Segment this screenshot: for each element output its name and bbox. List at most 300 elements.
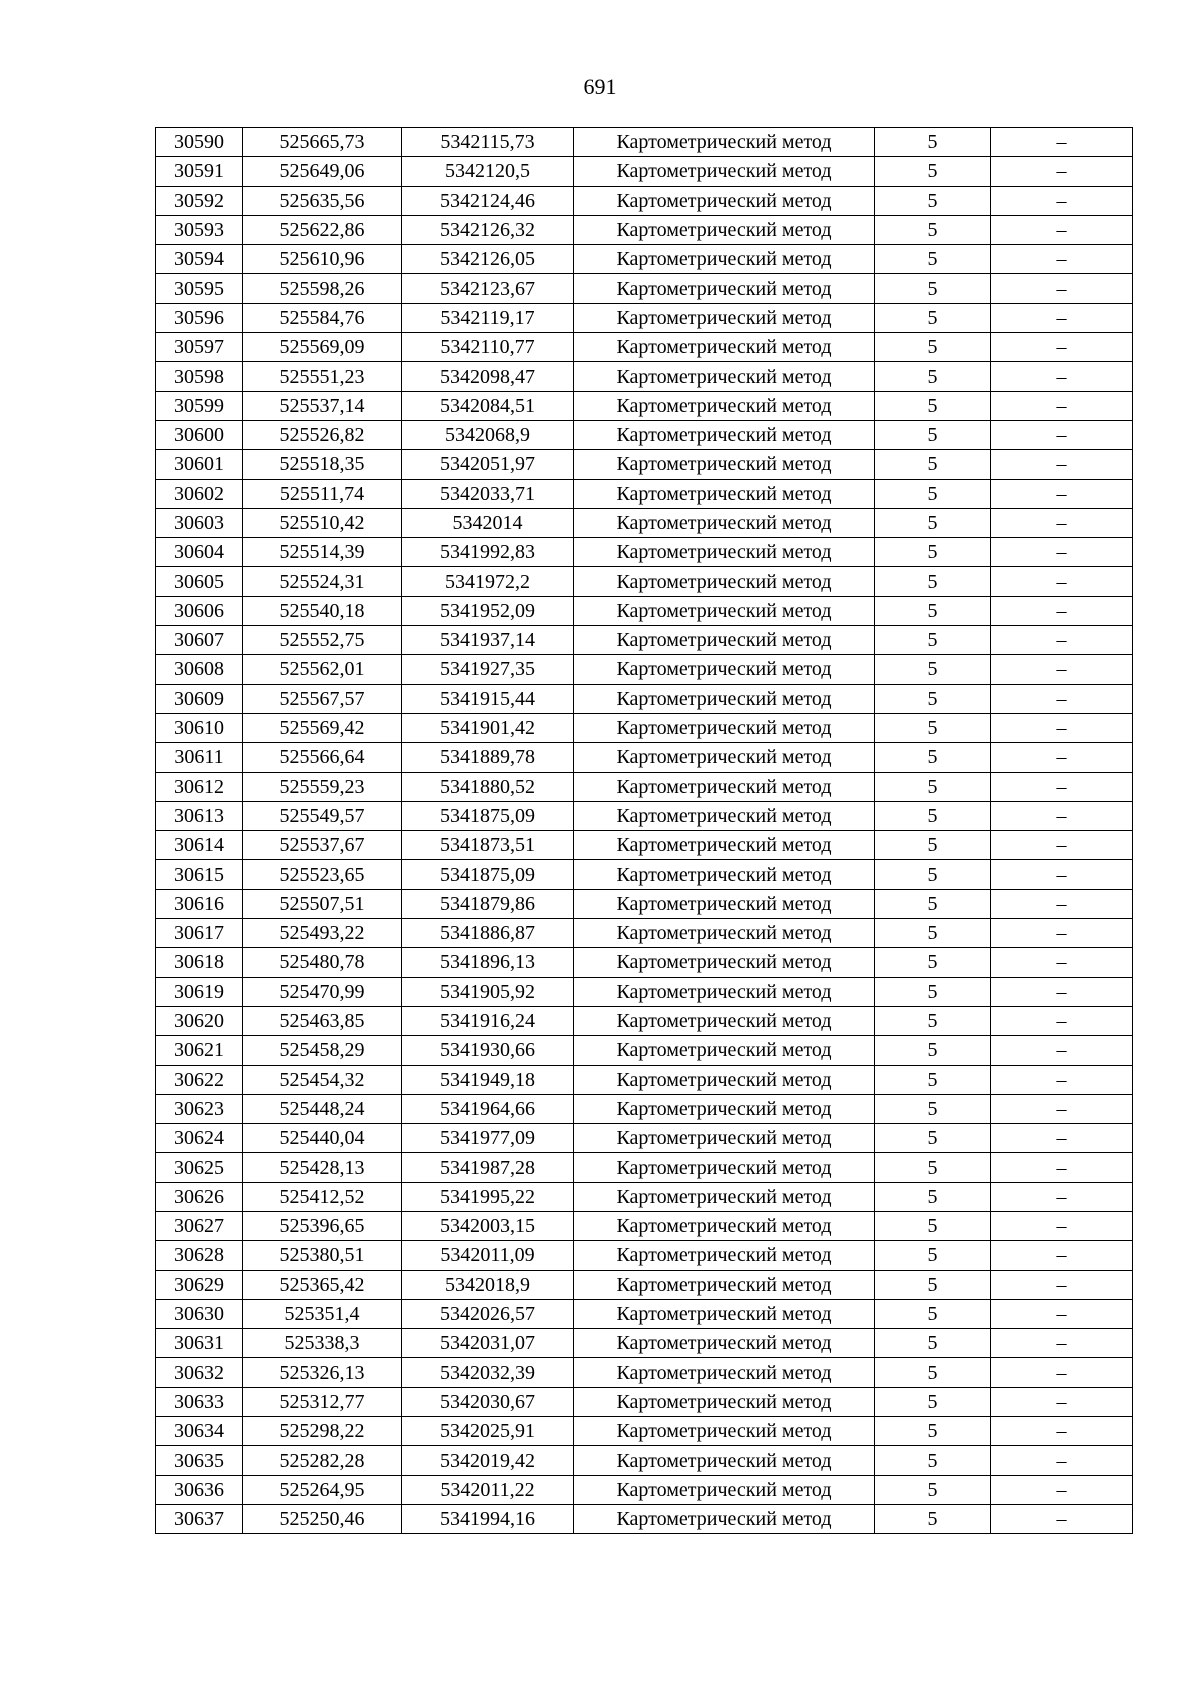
- note-cell: –: [991, 1358, 1133, 1387]
- method-cell: Картометрический метод: [574, 1241, 875, 1270]
- x-coordinate-cell: 525569,09: [243, 333, 402, 362]
- note-cell: –: [991, 655, 1133, 684]
- y-coordinate-cell: 5341886,87: [402, 919, 574, 948]
- table-row: [156, 801, 1133, 830]
- x-coordinate-cell: 525412,52: [243, 1182, 402, 1211]
- x-coordinate-cell: 525365,42: [243, 1270, 402, 1299]
- point-number-cell: 30618: [156, 948, 243, 977]
- point-number-cell: 30614: [156, 831, 243, 860]
- page-number: 691: [583, 74, 617, 99]
- method-cell: Картометрический метод: [574, 1006, 875, 1035]
- y-coordinate-cell: 5341937,14: [402, 626, 574, 655]
- accuracy-cell: 5: [875, 479, 991, 508]
- point-number-cell: 30628: [156, 1241, 243, 1270]
- accuracy-cell: 5: [875, 186, 991, 215]
- note-cell: –: [991, 567, 1133, 596]
- table-row: [156, 889, 1133, 918]
- method-cell: Картометрический метод: [574, 1182, 875, 1211]
- accuracy-cell: 5: [875, 889, 991, 918]
- point-number-cell: 30637: [156, 1504, 243, 1533]
- method-cell: Картометрический метод: [574, 860, 875, 889]
- x-coordinate-cell: 525338,3: [243, 1329, 402, 1358]
- accuracy-cell: 5: [875, 1124, 991, 1153]
- table-row: [156, 713, 1133, 742]
- accuracy-cell: 5: [875, 860, 991, 889]
- method-cell: Картометрический метод: [574, 1475, 875, 1504]
- note-cell: –: [991, 186, 1133, 215]
- x-coordinate-cell: 525250,46: [243, 1504, 402, 1533]
- method-cell: Картометрический метод: [574, 128, 875, 157]
- accuracy-cell: 5: [875, 1329, 991, 1358]
- x-coordinate-cell: 525511,74: [243, 479, 402, 508]
- x-coordinate-cell: 525428,13: [243, 1153, 402, 1182]
- x-coordinate-cell: 525559,23: [243, 772, 402, 801]
- y-coordinate-cell: 5342026,57: [402, 1299, 574, 1328]
- table-row: [156, 157, 1133, 186]
- table-row: [156, 479, 1133, 508]
- point-number-cell: 30591: [156, 157, 243, 186]
- method-cell: Картометрический метод: [574, 1387, 875, 1416]
- method-cell: Картометрический метод: [574, 1358, 875, 1387]
- y-coordinate-cell: 5341896,13: [402, 948, 574, 977]
- accuracy-cell: 5: [875, 626, 991, 655]
- table-row: [156, 1387, 1133, 1416]
- method-cell: Картометрический метод: [574, 391, 875, 420]
- accuracy-cell: 5: [875, 1006, 991, 1035]
- table-row: [156, 508, 1133, 537]
- method-cell: Картометрический метод: [574, 596, 875, 625]
- accuracy-cell: 5: [875, 303, 991, 332]
- accuracy-cell: 5: [875, 333, 991, 362]
- accuracy-cell: 5: [875, 450, 991, 479]
- y-coordinate-cell: 5341927,35: [402, 655, 574, 684]
- method-cell: Картометрический метод: [574, 1153, 875, 1182]
- x-coordinate-cell: 525665,73: [243, 128, 402, 157]
- method-cell: Картометрический метод: [574, 1124, 875, 1153]
- point-number-cell: 30595: [156, 274, 243, 303]
- point-number-cell: 30617: [156, 919, 243, 948]
- accuracy-cell: 5: [875, 919, 991, 948]
- x-coordinate-cell: 525458,29: [243, 1036, 402, 1065]
- accuracy-cell: 5: [875, 1299, 991, 1328]
- x-coordinate-cell: 525649,06: [243, 157, 402, 186]
- y-coordinate-cell: 5342011,09: [402, 1241, 574, 1270]
- x-coordinate-cell: 525454,32: [243, 1065, 402, 1094]
- table-row: [156, 1094, 1133, 1123]
- y-coordinate-cell: 5341916,24: [402, 1006, 574, 1035]
- note-cell: –: [991, 128, 1133, 157]
- point-number-cell: 30596: [156, 303, 243, 332]
- note-cell: –: [991, 333, 1133, 362]
- accuracy-cell: 5: [875, 772, 991, 801]
- table-row: [156, 128, 1133, 157]
- x-coordinate-cell: 525567,57: [243, 684, 402, 713]
- method-cell: Картометрический метод: [574, 450, 875, 479]
- point-number-cell: 30633: [156, 1387, 243, 1416]
- accuracy-cell: 5: [875, 1153, 991, 1182]
- y-coordinate-cell: 5341905,92: [402, 977, 574, 1006]
- point-number-cell: 30615: [156, 860, 243, 889]
- x-coordinate-cell: 525551,23: [243, 362, 402, 391]
- accuracy-cell: 5: [875, 1065, 991, 1094]
- x-coordinate-cell: 525396,65: [243, 1211, 402, 1240]
- table-row: [156, 1299, 1133, 1328]
- method-cell: Картометрический метод: [574, 1036, 875, 1065]
- note-cell: –: [991, 391, 1133, 420]
- point-number-cell: 30606: [156, 596, 243, 625]
- point-number-cell: 30609: [156, 684, 243, 713]
- x-coordinate-cell: 525562,01: [243, 655, 402, 684]
- point-number-cell: 30597: [156, 333, 243, 362]
- point-number-cell: 30594: [156, 245, 243, 274]
- method-cell: Картометрический метод: [574, 919, 875, 948]
- note-cell: –: [991, 1446, 1133, 1475]
- note-cell: –: [991, 1006, 1133, 1035]
- method-cell: Картометрический метод: [574, 420, 875, 449]
- x-coordinate-cell: 525298,22: [243, 1417, 402, 1446]
- y-coordinate-cell: 5341994,16: [402, 1504, 574, 1533]
- y-coordinate-cell: 5341879,86: [402, 889, 574, 918]
- accuracy-cell: 5: [875, 1182, 991, 1211]
- accuracy-cell: 5: [875, 245, 991, 274]
- method-cell: Картометрический метод: [574, 1299, 875, 1328]
- point-number-cell: 30611: [156, 743, 243, 772]
- table-row: [156, 1446, 1133, 1475]
- method-cell: Картометрический метод: [574, 831, 875, 860]
- point-number-cell: 30612: [156, 772, 243, 801]
- table-row: [156, 1006, 1133, 1035]
- note-cell: –: [991, 596, 1133, 625]
- method-cell: Картометрический метод: [574, 655, 875, 684]
- point-number-cell: 30603: [156, 508, 243, 537]
- y-coordinate-cell: 5342123,67: [402, 274, 574, 303]
- method-cell: Картометрический метод: [574, 333, 875, 362]
- point-number-cell: 30631: [156, 1329, 243, 1358]
- table-row: [156, 1241, 1133, 1270]
- note-cell: –: [991, 215, 1133, 244]
- x-coordinate-cell: 525540,18: [243, 596, 402, 625]
- x-coordinate-cell: 525549,57: [243, 801, 402, 830]
- point-number-cell: 30619: [156, 977, 243, 1006]
- y-coordinate-cell: 5342033,71: [402, 479, 574, 508]
- y-coordinate-cell: 5341992,83: [402, 538, 574, 567]
- y-coordinate-cell: 5341889,78: [402, 743, 574, 772]
- point-number-cell: 30626: [156, 1182, 243, 1211]
- accuracy-cell: 5: [875, 743, 991, 772]
- accuracy-cell: 5: [875, 1504, 991, 1533]
- table-row: [156, 1153, 1133, 1182]
- y-coordinate-cell: 5341952,09: [402, 596, 574, 625]
- y-coordinate-cell: 5342003,15: [402, 1211, 574, 1240]
- y-coordinate-cell: 5342126,32: [402, 215, 574, 244]
- note-cell: –: [991, 1299, 1133, 1328]
- y-coordinate-cell: 5342084,51: [402, 391, 574, 420]
- method-cell: Картометрический метод: [574, 801, 875, 830]
- table-row: [156, 626, 1133, 655]
- x-coordinate-cell: 525598,26: [243, 274, 402, 303]
- accuracy-cell: 5: [875, 1358, 991, 1387]
- x-coordinate-cell: 525282,28: [243, 1446, 402, 1475]
- accuracy-cell: 5: [875, 215, 991, 244]
- table-row: [156, 1358, 1133, 1387]
- table-row: [156, 743, 1133, 772]
- note-cell: –: [991, 684, 1133, 713]
- accuracy-cell: 5: [875, 567, 991, 596]
- table-row: [156, 303, 1133, 332]
- x-coordinate-cell: 525524,31: [243, 567, 402, 596]
- table-row: [156, 420, 1133, 449]
- x-coordinate-cell: 525610,96: [243, 245, 402, 274]
- method-cell: Картометрический метод: [574, 362, 875, 391]
- y-coordinate-cell: 5342126,05: [402, 245, 574, 274]
- y-coordinate-cell: 5342014: [402, 508, 574, 537]
- y-coordinate-cell: 5342120,5: [402, 157, 574, 186]
- y-coordinate-cell: 5341972,2: [402, 567, 574, 596]
- point-number-cell: 30623: [156, 1094, 243, 1123]
- table-row: [156, 245, 1133, 274]
- method-cell: Картометрический метод: [574, 743, 875, 772]
- method-cell: Картометрический метод: [574, 1446, 875, 1475]
- table-row: [156, 362, 1133, 391]
- point-number-cell: 30629: [156, 1270, 243, 1299]
- y-coordinate-cell: 5342110,77: [402, 333, 574, 362]
- x-coordinate-cell: 525566,64: [243, 743, 402, 772]
- y-coordinate-cell: 5342124,46: [402, 186, 574, 215]
- accuracy-cell: 5: [875, 1417, 991, 1446]
- method-cell: Картометрический метод: [574, 479, 875, 508]
- method-cell: Картометрический метод: [574, 1211, 875, 1240]
- y-coordinate-cell: 5342030,67: [402, 1387, 574, 1416]
- x-coordinate-cell: 525351,4: [243, 1299, 402, 1328]
- point-number-cell: 30598: [156, 362, 243, 391]
- point-number-cell: 30608: [156, 655, 243, 684]
- accuracy-cell: 5: [875, 801, 991, 830]
- note-cell: –: [991, 801, 1133, 830]
- table-row: [156, 831, 1133, 860]
- method-cell: Картометрический метод: [574, 772, 875, 801]
- table-row: [156, 596, 1133, 625]
- note-cell: –: [991, 1417, 1133, 1446]
- table-row: [156, 450, 1133, 479]
- y-coordinate-cell: 5342068,9: [402, 420, 574, 449]
- accuracy-cell: 5: [875, 1270, 991, 1299]
- x-coordinate-cell: 525448,24: [243, 1094, 402, 1123]
- x-coordinate-cell: 525635,56: [243, 186, 402, 215]
- y-coordinate-cell: 5342018,9: [402, 1270, 574, 1299]
- accuracy-cell: 5: [875, 274, 991, 303]
- accuracy-cell: 5: [875, 1387, 991, 1416]
- point-number-cell: 30590: [156, 128, 243, 157]
- y-coordinate-cell: 5342025,91: [402, 1417, 574, 1446]
- table-row: [156, 567, 1133, 596]
- note-cell: –: [991, 831, 1133, 860]
- note-cell: –: [991, 508, 1133, 537]
- y-coordinate-cell: 5341873,51: [402, 831, 574, 860]
- note-cell: –: [991, 479, 1133, 508]
- table-row: [156, 333, 1133, 362]
- note-cell: –: [991, 919, 1133, 948]
- x-coordinate-cell: 525584,76: [243, 303, 402, 332]
- point-number-cell: 30616: [156, 889, 243, 918]
- note-cell: –: [991, 1036, 1133, 1065]
- table-row: [156, 1065, 1133, 1094]
- coordinates-table: [155, 127, 1133, 1534]
- point-number-cell: 30604: [156, 538, 243, 567]
- x-coordinate-cell: 525537,14: [243, 391, 402, 420]
- note-cell: –: [991, 1153, 1133, 1182]
- point-number-cell: 30601: [156, 450, 243, 479]
- x-coordinate-cell: 525526,82: [243, 420, 402, 449]
- point-number-cell: 30636: [156, 1475, 243, 1504]
- note-cell: –: [991, 889, 1133, 918]
- point-number-cell: 30600: [156, 420, 243, 449]
- accuracy-cell: 5: [875, 831, 991, 860]
- accuracy-cell: 5: [875, 655, 991, 684]
- method-cell: Картометрический метод: [574, 684, 875, 713]
- table-row: [156, 860, 1133, 889]
- method-cell: Картометрический метод: [574, 626, 875, 655]
- table-row: [156, 274, 1133, 303]
- point-number-cell: 30625: [156, 1153, 243, 1182]
- note-cell: –: [991, 538, 1133, 567]
- x-coordinate-cell: 525523,65: [243, 860, 402, 889]
- method-cell: Картометрический метод: [574, 303, 875, 332]
- method-cell: Картометрический метод: [574, 1329, 875, 1358]
- y-coordinate-cell: 5341915,44: [402, 684, 574, 713]
- point-number-cell: 30602: [156, 479, 243, 508]
- accuracy-cell: 5: [875, 1211, 991, 1240]
- x-coordinate-cell: 525537,67: [243, 831, 402, 860]
- y-coordinate-cell: 5341880,52: [402, 772, 574, 801]
- note-cell: –: [991, 157, 1133, 186]
- table-row: [156, 186, 1133, 215]
- point-number-cell: 30592: [156, 186, 243, 215]
- method-cell: Картометрический метод: [574, 948, 875, 977]
- y-coordinate-cell: 5342032,39: [402, 1358, 574, 1387]
- point-number-cell: 30627: [156, 1211, 243, 1240]
- y-coordinate-cell: 5341949,18: [402, 1065, 574, 1094]
- accuracy-cell: 5: [875, 596, 991, 625]
- table-row: [156, 215, 1133, 244]
- point-number-cell: 30622: [156, 1065, 243, 1094]
- table-row: [156, 391, 1133, 420]
- x-coordinate-cell: 525518,35: [243, 450, 402, 479]
- accuracy-cell: 5: [875, 1446, 991, 1475]
- y-coordinate-cell: 5341995,22: [402, 1182, 574, 1211]
- note-cell: –: [991, 743, 1133, 772]
- note-cell: –: [991, 1241, 1133, 1270]
- point-number-cell: 30630: [156, 1299, 243, 1328]
- method-cell: Картометрический метод: [574, 157, 875, 186]
- note-cell: –: [991, 1065, 1133, 1094]
- method-cell: Картометрический метод: [574, 567, 875, 596]
- note-cell: –: [991, 450, 1133, 479]
- y-coordinate-cell: 5342098,47: [402, 362, 574, 391]
- x-coordinate-cell: 525510,42: [243, 508, 402, 537]
- method-cell: Картометрический метод: [574, 1504, 875, 1533]
- method-cell: Картометрический метод: [574, 215, 875, 244]
- table-row: [156, 1182, 1133, 1211]
- note-cell: –: [991, 772, 1133, 801]
- note-cell: –: [991, 420, 1133, 449]
- method-cell: Картометрический метод: [574, 1065, 875, 1094]
- table-row: [156, 1504, 1133, 1533]
- table-row: [156, 1417, 1133, 1446]
- point-number-cell: 30620: [156, 1006, 243, 1035]
- note-cell: –: [991, 1211, 1133, 1240]
- y-coordinate-cell: 5341930,66: [402, 1036, 574, 1065]
- method-cell: Картометрический метод: [574, 713, 875, 742]
- note-cell: –: [991, 303, 1133, 332]
- accuracy-cell: 5: [875, 391, 991, 420]
- table-row: [156, 538, 1133, 567]
- method-cell: Картометрический метод: [574, 274, 875, 303]
- note-cell: –: [991, 948, 1133, 977]
- table-row: [156, 1036, 1133, 1065]
- accuracy-cell: 5: [875, 157, 991, 186]
- x-coordinate-cell: 525380,51: [243, 1241, 402, 1270]
- accuracy-cell: 5: [875, 538, 991, 567]
- x-coordinate-cell: 525552,75: [243, 626, 402, 655]
- accuracy-cell: 5: [875, 1036, 991, 1065]
- point-number-cell: 30632: [156, 1358, 243, 1387]
- accuracy-cell: 5: [875, 1094, 991, 1123]
- table-row: [156, 1329, 1133, 1358]
- table-body: [156, 128, 1133, 1534]
- note-cell: –: [991, 362, 1133, 391]
- method-cell: Картометрический метод: [574, 508, 875, 537]
- accuracy-cell: 5: [875, 948, 991, 977]
- table-row: [156, 1211, 1133, 1240]
- accuracy-cell: 5: [875, 1241, 991, 1270]
- table-row: [156, 1270, 1133, 1299]
- table-row: [156, 655, 1133, 684]
- accuracy-cell: 5: [875, 362, 991, 391]
- method-cell: Картометрический метод: [574, 977, 875, 1006]
- y-coordinate-cell: 5342011,22: [402, 1475, 574, 1504]
- y-coordinate-cell: 5342051,97: [402, 450, 574, 479]
- point-number-cell: 30610: [156, 713, 243, 742]
- x-coordinate-cell: 525440,04: [243, 1124, 402, 1153]
- table-row: [156, 1124, 1133, 1153]
- table-row: [156, 684, 1133, 713]
- method-cell: Картометрический метод: [574, 1094, 875, 1123]
- note-cell: –: [991, 274, 1133, 303]
- point-number-cell: 30624: [156, 1124, 243, 1153]
- note-cell: –: [991, 626, 1133, 655]
- y-coordinate-cell: 5342031,07: [402, 1329, 574, 1358]
- method-cell: Картометрический метод: [574, 245, 875, 274]
- note-cell: –: [991, 1329, 1133, 1358]
- accuracy-cell: 5: [875, 420, 991, 449]
- x-coordinate-cell: 525480,78: [243, 948, 402, 977]
- note-cell: –: [991, 1270, 1133, 1299]
- point-number-cell: 30607: [156, 626, 243, 655]
- x-coordinate-cell: 525493,22: [243, 919, 402, 948]
- point-number-cell: 30635: [156, 1446, 243, 1475]
- y-coordinate-cell: 5341987,28: [402, 1153, 574, 1182]
- table-row: [156, 977, 1133, 1006]
- x-coordinate-cell: 525507,51: [243, 889, 402, 918]
- note-cell: –: [991, 1124, 1133, 1153]
- x-coordinate-cell: 525622,86: [243, 215, 402, 244]
- x-coordinate-cell: 525514,39: [243, 538, 402, 567]
- x-coordinate-cell: 525569,42: [243, 713, 402, 742]
- point-number-cell: 30621: [156, 1036, 243, 1065]
- method-cell: Картометрический метод: [574, 186, 875, 215]
- point-number-cell: 30599: [156, 391, 243, 420]
- table-row: [156, 948, 1133, 977]
